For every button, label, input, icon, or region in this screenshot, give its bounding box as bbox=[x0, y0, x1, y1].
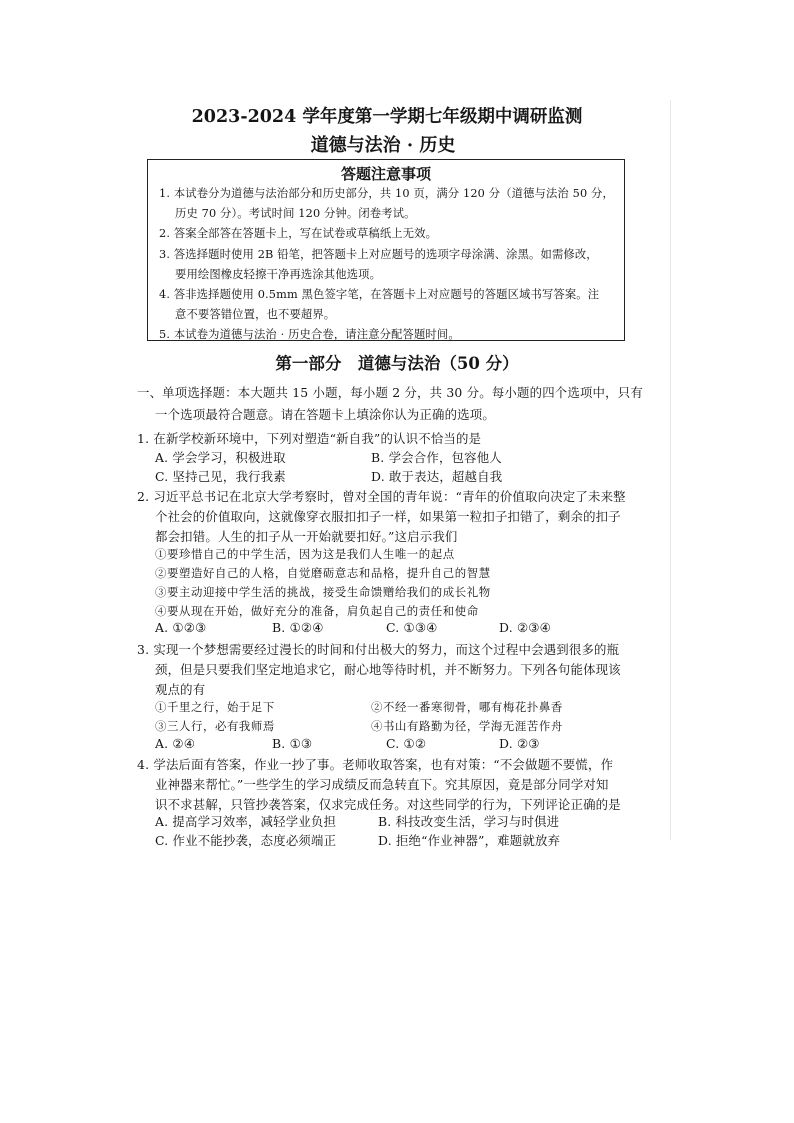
q2-option-a: A. ①②③ bbox=[155, 620, 207, 635]
notice-line: 1. 本试卷分为道德与法治部分和历史部分，共 10 页，满分 120 分（道德与法治 50 分， bbox=[159, 187, 614, 200]
q3-option-c: C. ①② bbox=[386, 736, 427, 751]
question-2-stem: 个社会的价值取向，这就像穿衣服扣扣子一样，如果第一粒扣子扣错了，剩余的扣子 bbox=[155, 509, 621, 524]
q3-item-3: ③三人行，必有我师焉 bbox=[155, 719, 275, 733]
notice-heading: 答题注意事项 bbox=[340, 165, 431, 183]
q2-item-2: ②要塑造好自己的人格，自觉磨砺意志和品格，提升自己的智慧 bbox=[155, 566, 491, 580]
question-3-stem: 3. 实现一个梦想需要经过漫长的时间和付出极大的努力，而这个过程中会遇到很多的瓶 bbox=[137, 642, 620, 657]
q3-item-1: ①千里之行，始于足下 bbox=[155, 700, 275, 714]
q2-item-1: ①要珍惜自己的中学生活，因为这是我们人生唯一的起点 bbox=[155, 547, 455, 561]
notice-line: 意不要答错位置，也不要超界。 bbox=[175, 308, 336, 321]
scan-edge-line bbox=[670, 100, 671, 840]
notice-line: 3. 答选择题时使用 2B 铅笔，把答题卡上对应题号的选项字母涂满、涂黑。如需修改， bbox=[159, 248, 598, 261]
q4-option-b: B. 科技改变生活，学习与时俱进 bbox=[378, 814, 560, 829]
q1-option-a: A. 学会学习，积极进取 bbox=[155, 450, 286, 465]
question-2-stem: 2. 习近平总书记在北京大学考察时，曾对全国的青年说：“青年的价值取向决定了未来整 bbox=[137, 489, 626, 504]
question-4-stem: 识不求甚解，只管抄袭答案，仅求完成任务。对这些同学的行为，下列评论正确的是 bbox=[155, 797, 621, 812]
notice-box bbox=[147, 159, 625, 341]
q1-option-c: C. 坚持己见，我行我素 bbox=[155, 469, 286, 484]
q3-option-a: A. ②④ bbox=[155, 736, 196, 751]
q2-item-3: ③要主动迎接中学生活的挑战，接受生命馈赠给我们的成长礼物 bbox=[155, 585, 491, 599]
q4-option-c: C. 作业不能抄袭，态度必须端正 bbox=[155, 833, 337, 848]
q1-option-b: B. 学会合作，包容他人 bbox=[371, 450, 502, 465]
q3-option-d: D. ②③ bbox=[499, 736, 540, 751]
question-4-stem: 业神器来帮忙。”一些学生的学习成绩反而急转直下。究其原因，竟是部分同学对知 bbox=[155, 777, 609, 792]
q2-option-c: C. ①③④ bbox=[386, 620, 438, 635]
question-3-stem: 观点的有 bbox=[155, 682, 206, 697]
q2-option-b: B. ①②④ bbox=[272, 620, 324, 635]
q1-option-d: D. 敢于表达，超越自我 bbox=[371, 469, 503, 484]
exam-subtitle: 道德与法治 · 历史 bbox=[310, 135, 456, 156]
notice-line: 4. 答非选择题使用 0.5mm 黑色签字笔，在答题卡上对应题号的答题区域书写答案。注 bbox=[159, 288, 600, 301]
question-1-stem: 1. 在新学校新环境中，下列对塑造“新自我”的认识不恰当的是 bbox=[137, 431, 482, 446]
notice-line: 5. 本试卷为道德与法治 · 历史合卷，请注意分配答题时间。 bbox=[159, 328, 460, 341]
q3-item-4: ④书山有路勤为径，学海无涯苦作舟 bbox=[371, 719, 563, 733]
section-intro: 一个选项最符合题意。请在答题卡上填涂你认为正确的选项。 bbox=[155, 407, 495, 422]
q4-option-d: D. 拒绝“作业神器”，难题就放弃 bbox=[378, 833, 561, 848]
part-one-title: 第一部分 道德与法治（50 分） bbox=[275, 354, 519, 373]
q2-option-d: D. ②③④ bbox=[499, 620, 551, 635]
notice-line: 历史 70 分）。考试时间 120 分钟。闭卷考试。 bbox=[175, 207, 416, 220]
exam-title: 2023-2024 学年度第一学期七年级期中调研监测 bbox=[191, 107, 583, 127]
notice-line: 2. 答案全部答在答题卡上，写在试卷或草稿纸上无效。 bbox=[159, 227, 438, 240]
question-2-stem: 都会扣错。人生的扣子从一开始就要扣好。”这启示我们 bbox=[155, 529, 458, 544]
question-3-stem: 颈，但是只要我们坚定地追求它，耐心地等待时机，并不断努力。下列各句能体现该 bbox=[155, 662, 621, 677]
notice-line: 要用绘图橡皮轻擦干净再选涂其他选项。 bbox=[175, 268, 382, 281]
q3-item-2: ②不经一番寒彻骨，哪有梅花扑鼻香 bbox=[371, 700, 563, 714]
q4-option-a: A. 提高学习效率，减轻学业负担 bbox=[155, 814, 337, 829]
q2-item-4: ④要从现在开始，做好充分的准备，肩负起自己的责任和使命 bbox=[155, 604, 479, 618]
question-4-stem: 4. 学法后面有答案，作业一抄了事。老师收取答案，也有对策：“不会做题不要慌，作 bbox=[137, 757, 614, 772]
section-intro: 一、单项选择题：本大题共 15 小题，每小题 2 分，共 30 分。每小题的四个选项中，只有 bbox=[137, 385, 643, 400]
q3-option-b: B. ①③ bbox=[272, 736, 313, 751]
